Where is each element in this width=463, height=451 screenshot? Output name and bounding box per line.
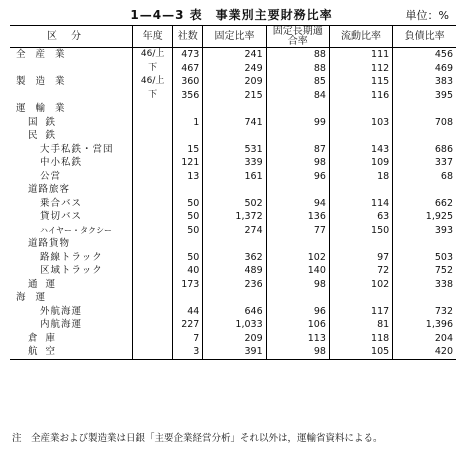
row-count: 360 — [173, 75, 203, 89]
row-fixed-ratio: 1,033 — [203, 318, 266, 332]
row-fixed-ratio: 489 — [203, 264, 266, 278]
table-row — [10, 102, 456, 116]
row-debt-ratio: 662 — [393, 197, 456, 211]
row-fixed-long-ratio: 140 — [266, 264, 329, 278]
row-count — [173, 102, 203, 116]
row-fixed-long-ratio: 136 — [266, 210, 329, 224]
row-year: 下 — [133, 89, 173, 103]
row-count: 13 — [173, 170, 203, 184]
row-debt-ratio: 420 — [393, 345, 456, 359]
row-fixed-ratio: 209 — [203, 75, 266, 89]
header-current-ratio: 流動比率 — [329, 26, 392, 48]
table-row — [10, 305, 456, 319]
table-row — [10, 210, 456, 224]
row-fixed-long-ratio: 99 — [266, 116, 329, 130]
row-current-ratio: 63 — [329, 210, 392, 224]
row-name: 国鉄 — [28, 116, 64, 128]
row-name: 道路貨物 — [28, 238, 71, 250]
row-current-ratio — [329, 183, 392, 197]
header-category: 区分 — [10, 26, 133, 48]
table-row — [10, 170, 456, 184]
row-fixed-ratio: 502 — [203, 197, 266, 211]
header-fixed-ratio: 固定比率 — [203, 26, 266, 48]
table-row — [10, 278, 456, 292]
table-header-row — [10, 26, 456, 48]
row-fixed-long-ratio: 88 — [266, 62, 329, 76]
row-name: 中小私鉄 — [40, 157, 83, 169]
table-row — [10, 75, 456, 89]
row-year — [133, 345, 173, 359]
row-fixed-ratio: 209 — [203, 332, 266, 346]
table-row — [10, 143, 456, 157]
row-debt-ratio: 456 — [393, 48, 456, 62]
row-debt-ratio: 393 — [393, 224, 456, 238]
row-debt-ratio: 1,925 — [393, 210, 456, 224]
table-row — [10, 89, 456, 103]
row-debt-ratio: 337 — [393, 156, 456, 170]
row-name: 外航海運 — [40, 305, 83, 317]
row-count: 15 — [173, 143, 203, 157]
row-count: 7 — [173, 332, 203, 346]
row-year — [133, 156, 173, 170]
financial-ratio-table — [10, 25, 456, 360]
row-current-ratio: 114 — [329, 197, 392, 211]
row-count: 50 — [173, 251, 203, 265]
row-fixed-long-ratio — [266, 102, 329, 116]
row-current-ratio: 118 — [329, 332, 392, 346]
table-row — [10, 62, 456, 76]
row-name: 航空 — [10, 345, 133, 359]
row-count: 50 — [173, 197, 203, 211]
row-name: 運輸業 — [16, 103, 75, 115]
row-name: 海運 — [16, 292, 56, 304]
row-fixed-ratio: 161 — [203, 170, 266, 184]
header-year: 年度 — [133, 26, 173, 48]
row-current-ratio: 111 — [329, 48, 392, 62]
row-count: 50 — [173, 210, 203, 224]
row-current-ratio: 150 — [329, 224, 392, 238]
row-fixed-ratio: 215 — [203, 89, 266, 103]
row-current-ratio — [329, 291, 392, 305]
row-count: 473 — [173, 48, 203, 62]
header-debt-ratio: 負債比率 — [393, 26, 456, 48]
row-debt-ratio — [393, 237, 456, 251]
row-year: 下 — [133, 62, 173, 76]
row-current-ratio: 103 — [329, 116, 392, 130]
row-fixed-long-ratio: 106 — [266, 318, 329, 332]
unit-label: 単位：% — [405, 9, 449, 22]
row-fixed-long-ratio: 98 — [266, 278, 329, 292]
row-fixed-long-ratio: 96 — [266, 305, 329, 319]
row-current-ratio: 18 — [329, 170, 392, 184]
row-count: 44 — [173, 305, 203, 319]
row-year: 46/上 — [133, 48, 173, 62]
row-year — [133, 278, 173, 292]
table-title: 1—4—3 表 事業別主要財務比率 — [130, 8, 333, 22]
table-row — [10, 291, 456, 305]
row-fixed-ratio: 241 — [203, 48, 266, 62]
row-current-ratio: 72 — [329, 264, 392, 278]
row-current-ratio: 112 — [329, 62, 392, 76]
row-fixed-long-ratio: 94 — [266, 197, 329, 211]
row-year — [133, 102, 173, 116]
row-fixed-ratio — [203, 183, 266, 197]
table-row — [10, 129, 456, 143]
row-count — [173, 237, 203, 251]
row-fixed-long-ratio — [266, 237, 329, 251]
row-year — [133, 183, 173, 197]
row-current-ratio: 117 — [329, 305, 392, 319]
row-fixed-long-ratio: 87 — [266, 143, 329, 157]
row-debt-ratio: 395 — [393, 89, 456, 103]
row-fixed-long-ratio — [266, 129, 329, 143]
row-name: 倉庫 — [28, 332, 64, 344]
table-row — [10, 332, 456, 346]
row-fixed-ratio — [203, 102, 266, 116]
row-fixed-ratio: 1,372 — [203, 210, 266, 224]
row-current-ratio: 81 — [329, 318, 392, 332]
table-row — [10, 224, 456, 238]
row-name: 民鉄 — [28, 130, 64, 142]
row-year — [133, 129, 173, 143]
row-fixed-ratio: 362 — [203, 251, 266, 265]
row-current-ratio: 102 — [329, 278, 392, 292]
row-year — [133, 224, 173, 238]
row-fixed-long-ratio: 98 — [266, 156, 329, 170]
row-count — [173, 291, 203, 305]
table-row — [10, 264, 456, 278]
table-row — [10, 251, 456, 265]
row-count: 467 — [173, 62, 203, 76]
row-year — [133, 251, 173, 265]
table-row — [10, 197, 456, 211]
row-year — [133, 210, 173, 224]
row-current-ratio: 109 — [329, 156, 392, 170]
row-year — [133, 237, 173, 251]
row-debt-ratio: 1,396 — [393, 318, 456, 332]
row-debt-ratio: 338 — [393, 278, 456, 292]
row-name: 内航海運 — [40, 319, 83, 331]
row-year — [133, 116, 173, 130]
row-current-ratio: 105 — [329, 345, 392, 359]
row-count: 356 — [173, 89, 203, 103]
row-year — [133, 197, 173, 211]
row-fixed-ratio — [203, 129, 266, 143]
row-count: 40 — [173, 264, 203, 278]
row-debt-ratio: 383 — [393, 75, 456, 89]
row-name: 路線トラック — [40, 251, 103, 263]
row-count: 1 — [173, 116, 203, 130]
row-current-ratio: 143 — [329, 143, 392, 157]
row-fixed-ratio: 391 — [203, 345, 266, 359]
row-debt-ratio: 708 — [393, 116, 456, 130]
row-name: 全産業 — [16, 49, 75, 61]
row-fixed-long-ratio: 84 — [266, 89, 329, 103]
row-fixed-long-ratio: 102 — [266, 251, 329, 265]
row-count: 173 — [173, 278, 203, 292]
row-debt-ratio: 503 — [393, 251, 456, 265]
row-current-ratio — [329, 102, 392, 116]
footnote: 注 全産業および製造業は日銀「主要企業経営分析」それ以外は，運輸省資料による。 — [12, 433, 383, 444]
row-name: 製造業 — [16, 76, 75, 88]
row-debt-ratio — [393, 102, 456, 116]
row-fixed-long-ratio: 96 — [266, 170, 329, 184]
table-row — [10, 116, 456, 130]
row-count — [173, 129, 203, 143]
table-row — [10, 156, 456, 170]
row-name: ハイヤー・タクシー — [40, 225, 112, 235]
table-row — [10, 345, 456, 359]
row-fixed-ratio: 236 — [203, 278, 266, 292]
row-year — [133, 143, 173, 157]
row-year — [133, 264, 173, 278]
row-name: 大手私鉄・営団 — [40, 143, 114, 155]
table-row — [10, 183, 456, 197]
row-fixed-ratio — [203, 291, 266, 305]
row-debt-ratio: 68 — [393, 170, 456, 184]
row-debt-ratio: 752 — [393, 264, 456, 278]
row-year — [133, 318, 173, 332]
row-name — [10, 62, 133, 76]
table-row — [10, 318, 456, 332]
row-count — [173, 183, 203, 197]
row-fixed-long-ratio: 77 — [266, 224, 329, 238]
row-fixed-ratio: 646 — [203, 305, 266, 319]
row-current-ratio — [329, 129, 392, 143]
row-debt-ratio — [393, 183, 456, 197]
row-year — [133, 170, 173, 184]
row-current-ratio: 97 — [329, 251, 392, 265]
row-fixed-long-ratio: 98 — [266, 345, 329, 359]
row-name: 通運 — [28, 278, 64, 290]
row-name: 貸切バス — [40, 211, 83, 223]
header-fixed-long-ratio: 固定長期適合率 — [266, 26, 329, 48]
row-count: 121 — [173, 156, 203, 170]
table-row — [10, 237, 456, 251]
row-fixed-long-ratio: 85 — [266, 75, 329, 89]
row-debt-ratio: 732 — [393, 305, 456, 319]
table-row — [10, 48, 456, 62]
row-current-ratio: 116 — [329, 89, 392, 103]
row-count: 3 — [173, 345, 203, 359]
row-debt-ratio: 204 — [393, 332, 456, 346]
row-current-ratio — [329, 237, 392, 251]
row-fixed-ratio — [203, 237, 266, 251]
row-name: 区域トラック — [40, 265, 103, 277]
row-fixed-ratio: 531 — [203, 143, 266, 157]
row-debt-ratio — [393, 291, 456, 305]
row-debt-ratio — [393, 129, 456, 143]
row-count: 227 — [173, 318, 203, 332]
row-current-ratio: 115 — [329, 75, 392, 89]
row-count: 50 — [173, 224, 203, 238]
row-name — [10, 89, 133, 103]
row-name: 公営 — [40, 170, 62, 182]
row-year — [133, 305, 173, 319]
row-debt-ratio: 686 — [393, 143, 456, 157]
row-fixed-ratio: 741 — [203, 116, 266, 130]
row-year — [133, 332, 173, 346]
row-fixed-long-ratio — [266, 291, 329, 305]
row-fixed-ratio: 249 — [203, 62, 266, 76]
header-count: 社数 — [173, 26, 203, 48]
row-year — [133, 291, 173, 305]
row-debt-ratio: 469 — [393, 62, 456, 76]
row-fixed-ratio: 274 — [203, 224, 266, 238]
row-name: 道路旅客 — [28, 184, 71, 196]
row-fixed-long-ratio — [266, 183, 329, 197]
row-name: 乗合バス — [40, 197, 83, 209]
row-year: 46/上 — [133, 75, 173, 89]
row-fixed-ratio: 339 — [203, 156, 266, 170]
row-fixed-long-ratio: 113 — [266, 332, 329, 346]
row-fixed-long-ratio: 88 — [266, 48, 329, 62]
